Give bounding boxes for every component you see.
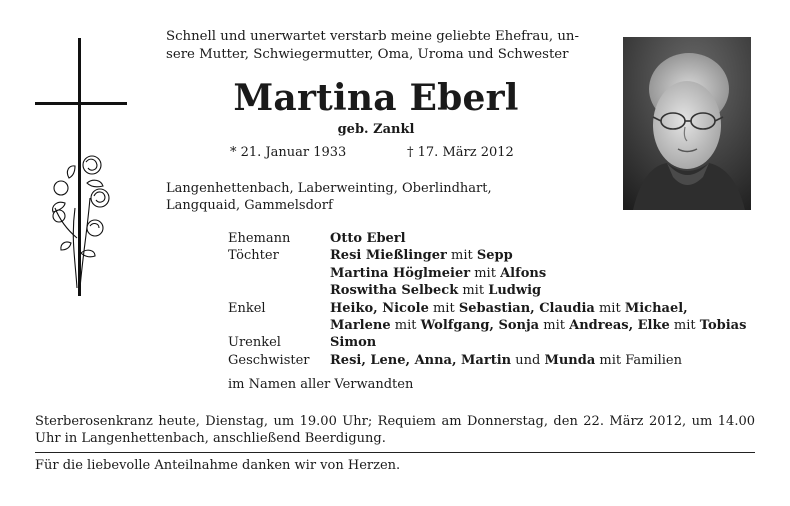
- relative-name: Sepp: [476, 248, 513, 264]
- joiner: mit: [432, 300, 455, 316]
- relative-name: Ludwig: [488, 283, 542, 299]
- family-row-grandchildren-cont: [228, 317, 746, 334]
- family-row-daughters-cont: [228, 282, 746, 299]
- family-row-grandchildren: [228, 300, 746, 317]
- thanks-text: Für die liebevolle Anteilnahme danken wir von Herzen.: [35, 458, 401, 473]
- joiner: und: [515, 352, 541, 368]
- relation-label: Geschwister: [228, 352, 310, 368]
- intro-line: Schnell und unerwartet verstarb meine geliebte Ehefrau, un-: [166, 29, 579, 44]
- relative-name: Simon: [330, 335, 377, 351]
- divider: [35, 452, 755, 453]
- relative-name: Marlene: [330, 318, 391, 334]
- relative-name: Roswitha Selbeck: [330, 283, 459, 299]
- relative-name: Resi Mießlinger: [330, 248, 447, 264]
- relatives: [330, 247, 746, 264]
- relative-name: Heiko, Nicole: [330, 300, 429, 316]
- joiner: mit: [474, 265, 496, 281]
- relative-name: Alfons: [500, 265, 547, 281]
- relatives: [330, 265, 746, 282]
- joiner: mit Familien: [599, 352, 683, 368]
- family-row-husband: [228, 230, 746, 247]
- relative-name: Otto Eberl: [330, 231, 406, 246]
- relation-label: Ehemann: [228, 231, 291, 246]
- family-row-siblings: [228, 352, 746, 369]
- maiden-name: geb. Zankl: [337, 122, 415, 137]
- relative-name: Sebastian, Claudia: [458, 300, 595, 316]
- relative-name: Wolfgang, Sonja: [420, 318, 540, 334]
- birth-date: * 21. Januar 1933: [230, 145, 347, 160]
- relatives: [330, 230, 746, 247]
- portrait-photo: [623, 37, 751, 210]
- family-list: [228, 230, 746, 369]
- relation-label: Töchter: [228, 248, 279, 264]
- joiner: mit: [598, 300, 621, 316]
- joiner: mit: [394, 318, 417, 334]
- places-line: Langenhettenbach, Laberweinting, Oberlindhart,: [166, 181, 492, 196]
- places: [166, 180, 492, 214]
- family-row-great-grandchildren: [228, 334, 746, 351]
- service-announcement: Sterberosenkranz heute, Dienstag, um 19.00 Uhr; Requiem am Donnerstag, den 22. März 2012, um 14.00 Uhr in Langenhettenbach, anschließend Beerdigung.: [35, 414, 755, 446]
- relatives: [330, 352, 746, 369]
- relatives: [330, 317, 746, 334]
- joiner: mit: [451, 248, 473, 264]
- family-table: [228, 230, 746, 369]
- intro-line: sere Mutter, Schwiegermutter, Oma, Uroma und Schwester: [166, 47, 569, 62]
- relative-name: Munda: [544, 352, 596, 368]
- closing-line: im Namen aller Verwandten: [228, 377, 414, 392]
- relatives: [330, 334, 746, 351]
- relative-name: Michael,: [624, 300, 688, 316]
- places-line: Langquaid, Gammelsdorf: [166, 198, 333, 213]
- joiner: mit: [673, 318, 696, 334]
- relative-name: Andreas, Elke: [569, 318, 670, 334]
- death-date: † 17. März 2012: [407, 145, 514, 160]
- intro-text: [166, 28, 606, 64]
- joiner: mit: [462, 283, 485, 299]
- relation-label: Urenkel: [228, 335, 281, 351]
- family-row-daughters: [228, 247, 746, 264]
- relation-label: Enkel: [228, 300, 266, 316]
- family-row-daughters-cont: [228, 265, 746, 282]
- cross-with-roses-icon: [35, 38, 130, 298]
- joiner: mit: [543, 318, 565, 334]
- relatives: [330, 300, 746, 317]
- relative-name: Tobias: [699, 318, 747, 334]
- relative-name: Martina Höglmeier: [330, 265, 471, 281]
- relatives: [330, 282, 746, 299]
- relative-name: Resi, Lene, Anna, Martin: [330, 352, 512, 368]
- deceased-name: Martina Eberl: [233, 77, 519, 119]
